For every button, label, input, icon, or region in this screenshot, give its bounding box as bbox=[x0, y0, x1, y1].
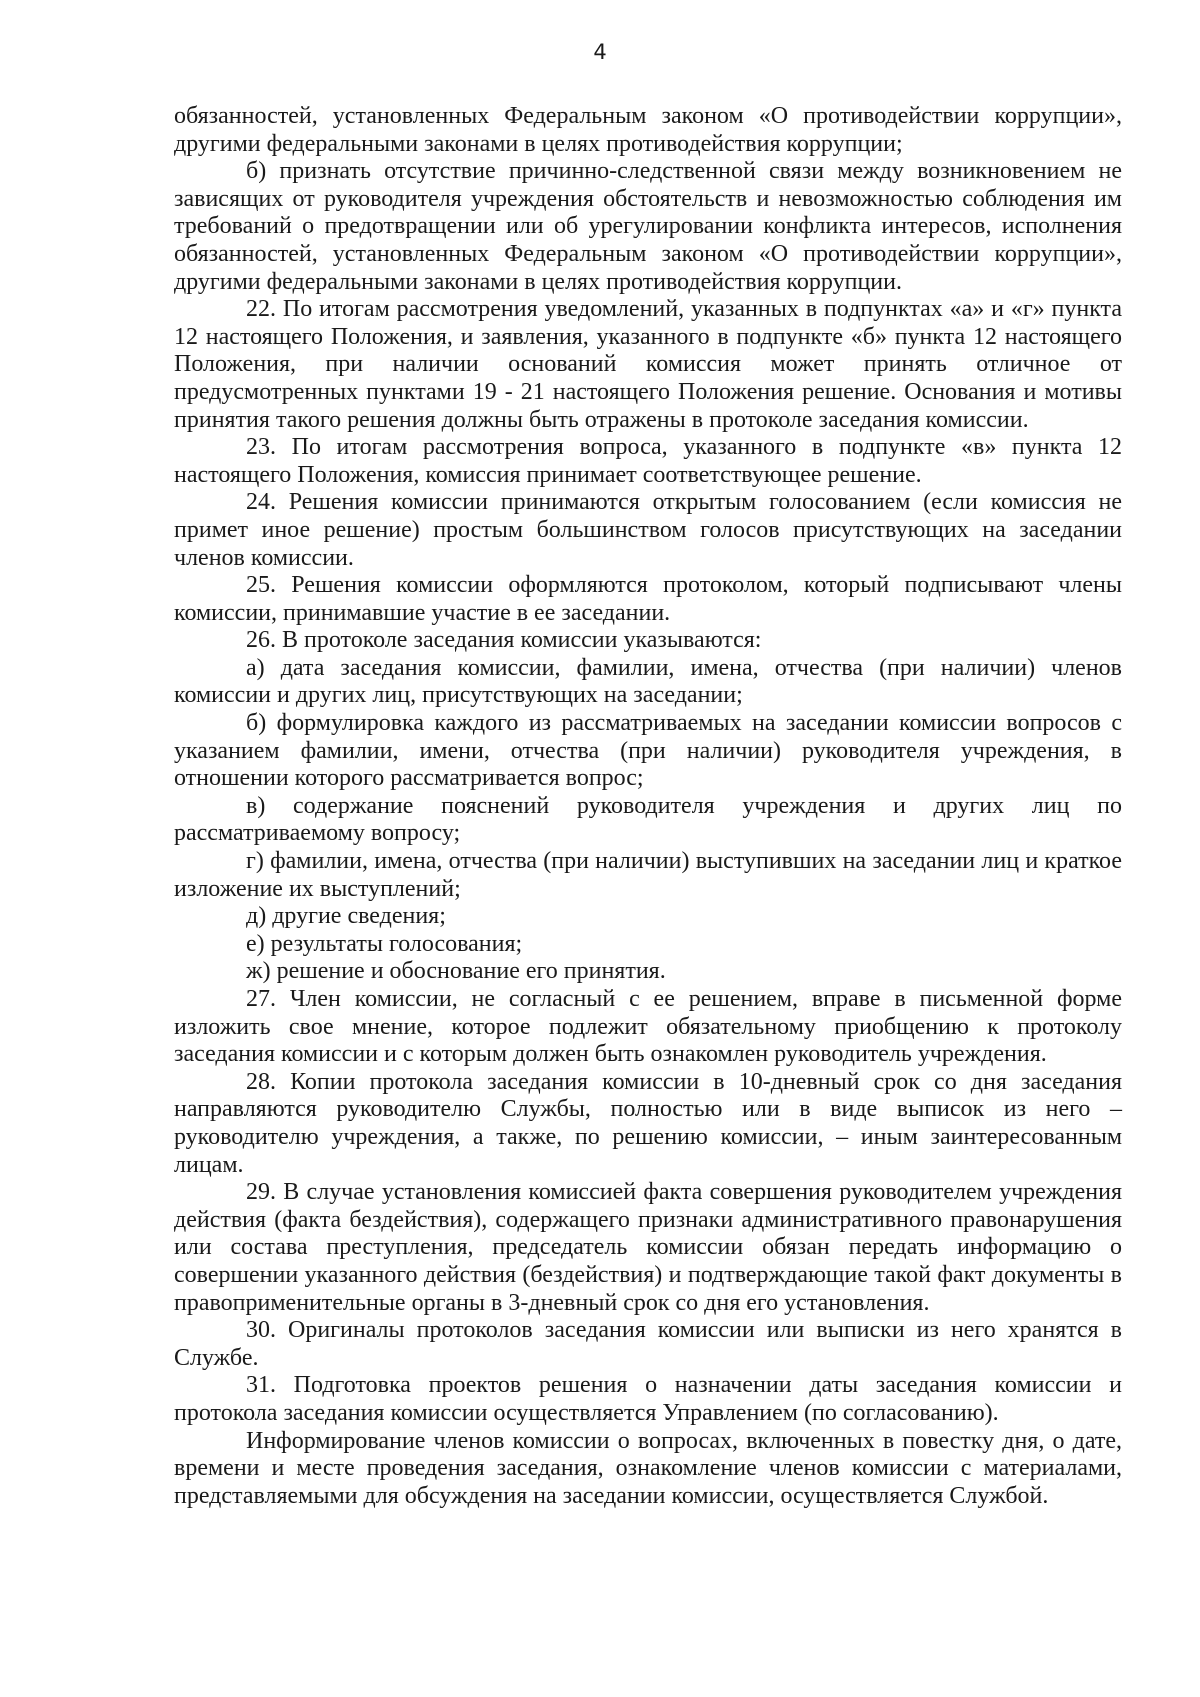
paragraph-26d: д) другие сведения; bbox=[246, 903, 446, 930]
paragraph-31: 31. Подготовка проектов решения о назначении даты заседания комиссии и протокола заседания комиссии осуществляется Управлением (по согласованию). bbox=[174, 1372, 1122, 1426]
paragraph-31-informing: Информирование членов комиссии о вопросах, включенных в повестку дня, о дате, времени и месте проведения заседания, ознакомление членов комиссии с материалами, представляемыми для обсуждения на заседании комиссии, осуществляется Службой. bbox=[174, 1427, 1122, 1509]
paragraph-21b: б) признать отсутствие причинно-следственной связи между возникновением не зависящих от руководителя учреждения обстоятельств и невозможностью соблюдения им требований о предотвращении или об урегулировании конфликта интересов, исполнения обязанностей, установленных Федеральным законом «О противодействии коррупции», другими федеральными законами в целях противодействия коррупции. bbox=[174, 158, 1122, 295]
document-body bbox=[174, 103, 1122, 1510]
paragraph-26zh: ж) решение и обоснование его принятия. bbox=[246, 958, 666, 985]
paragraph-26v: в) содержание пояснений руководителя учреждения и других лиц по рассматриваемому вопросу; bbox=[174, 792, 1122, 847]
paragraph-26a: а) дата заседания комиссии, фамилии, имена, отчества (при наличии) членов комиссии и других лиц, присутствующих на заседании; bbox=[174, 654, 1122, 709]
paragraph-30: 30. Оригиналы протоколов заседания комиссии или выписки из него хранятся в Службе. bbox=[174, 1317, 1122, 1371]
paragraph-29: 29. В случае установления комиссией факта совершения руководителем учреждения действия (факта бездействия), содержащего признаки административного правонарушения или состава преступления, председатель комиссии обязан передать информацию о совершении указанного действия (бездействия) и подтверждающие такой факт документы в правоприменительные органы в 3-дневный срок со дня его установления. bbox=[174, 1179, 1122, 1316]
paragraph-22: 22. По итогам рассмотрения уведомлений, указанных в подпунктах «а» и «г» пункта 12 настоящего Положения, и заявления, указанного в подпункте «б» пункта 12 настоящего Положения, при наличии оснований комиссия может принять отличное от предусмотренных пунктами 19 - 21 настоящего Положения решение. Основания и мотивы принятия такого решения должны быть отражены в протоколе заседания комиссии. bbox=[174, 296, 1122, 433]
paragraph-26b: б) формулировка каждого из рассматриваемых на заседании комиссии вопросов с указанием фамилии, имени, отчества (при наличии) руководителя учреждения, в отношении которого рассматривается вопрос; bbox=[174, 710, 1122, 792]
paragraph-23: 23. По итогам рассмотрения вопроса, указанного в подпункте «в» пункта 12 настоящего Положения, комиссия принимает соответствующее решение. bbox=[174, 434, 1122, 488]
paragraph-25: 25. Решения комиссии оформляются протоколом, который подписывают члены комиссии, принимавшие участие в ее заседании. bbox=[174, 572, 1122, 626]
paragraph-28: 28. Копии протокола заседания комиссии в 10-дневный срок со дня заседания направляются руководителю Службы, полностью или в виде выписок из него – руководителю учреждения, а также, по решению комиссии, – иным заинтересованным лицам. bbox=[174, 1068, 1122, 1178]
paragraph-27: 27. Член комиссии, не согласный с ее решением, вправе в письменной форме изложить свое мнение, которое подлежит обязательному приобщению к протоколу заседания комиссии и с которым должен быть ознакомлен руководитель учреждения. bbox=[174, 986, 1122, 1068]
paragraph-24: 24. Решения комиссии принимаются открытым голосованием (если комиссия не примет иное решение) простым большинством голосов присутствующих на заседании членов комиссии. bbox=[174, 489, 1122, 571]
page-number: 4 bbox=[593, 40, 607, 64]
paragraph-26: 26. В протоколе заседания комиссии указываются: bbox=[246, 627, 762, 654]
paragraph-26e: е) результаты голосования; bbox=[246, 930, 523, 957]
paragraph-continuation: обязанностей, установленных Федеральным законом «О противодействии коррупции», другими федеральными законами в целях противодействия коррупции; bbox=[174, 103, 1122, 157]
paragraph-26g: г) фамилии, имена, отчества (при наличии) выступивших на заседании лиц и краткое изложение их выступлений; bbox=[174, 848, 1122, 902]
